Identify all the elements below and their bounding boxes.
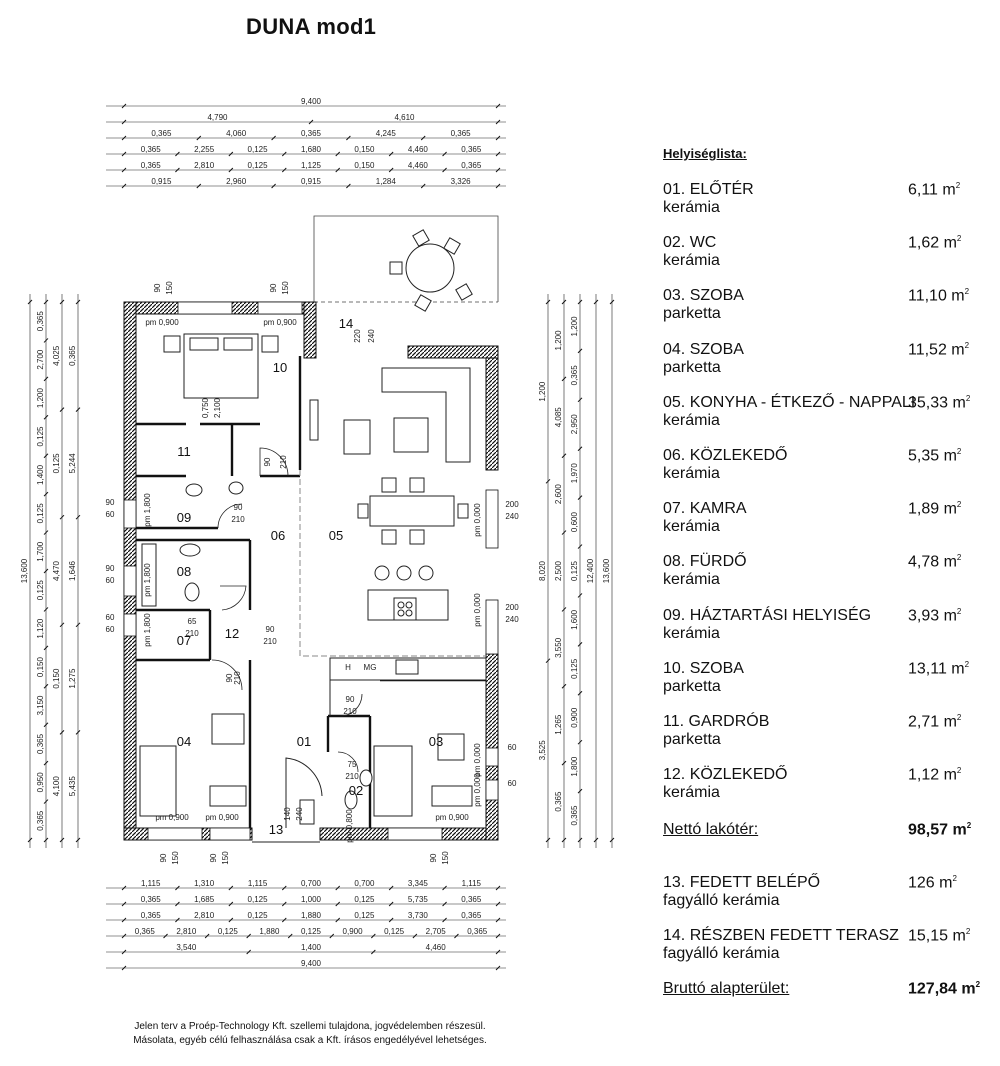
dimension-label: 4,085 <box>554 407 563 428</box>
pm-label: pm 0,000 <box>473 503 482 537</box>
room-name: 05. KONYHA - ÉTKEZŐ - NAPPALI <box>663 393 916 411</box>
dimension-label: 2,500 <box>554 560 563 582</box>
opening-label: 210 <box>263 637 277 646</box>
room-row <box>663 553 983 593</box>
room-list <box>663 146 983 183</box>
dimension-label: 13,600 <box>602 558 611 584</box>
dimension-label: 0,125 <box>36 580 45 601</box>
pm-label: pm 1,800 <box>143 493 152 527</box>
net-living-area-label: Nettó lakótér: <box>663 821 759 838</box>
dimension-label: 1,120 <box>36 618 45 639</box>
dimension-label: 0,365 <box>140 911 161 920</box>
dimension-label: 0,365 <box>461 161 482 170</box>
room-material: parketta <box>663 305 721 323</box>
gross-floor-area-value: 127,84 $m^2$ <box>908 980 981 998</box>
room-name: 09. HÁZTARTÁSI HELYISÉG <box>663 606 872 624</box>
dimension-label: 1,275 <box>68 668 77 689</box>
dimension-label: 0,125 <box>36 503 45 524</box>
dimension-label: 1,115 <box>461 879 482 888</box>
opening-label: 0,750 <box>201 397 210 419</box>
room-area: 11,10 $m^2$ <box>908 287 970 305</box>
room-row <box>663 341 983 381</box>
opening-label: 60 <box>105 510 115 519</box>
room-row <box>663 394 983 434</box>
opening-label: 210 <box>343 707 357 716</box>
room-name: 13. FEDETT BELÉPŐ <box>663 874 821 891</box>
opening-label: 220 <box>353 329 362 343</box>
dimension-label: 1,284 <box>375 177 396 186</box>
bed-10 <box>164 334 278 398</box>
room-number: 07 <box>176 633 192 648</box>
opening-label: 90 <box>209 853 218 863</box>
top-dimension-lines <box>106 97 506 188</box>
room-material: kerámia <box>663 252 720 270</box>
room-area: 11,52 $m^2$ <box>908 340 970 358</box>
dimension-label: 0,125 <box>217 927 238 936</box>
pm-label: pm 0,900 <box>205 813 239 822</box>
room-row <box>663 287 983 327</box>
opening-label: 240 <box>367 329 376 343</box>
appliance-label: MG <box>363 663 377 672</box>
dimension-label: 3,326 <box>450 177 471 186</box>
room-name: 08. FÜRDŐ <box>663 553 747 571</box>
room-name: 11. GARDRÓB <box>663 713 770 730</box>
dimension-label: 0,125 <box>247 895 268 904</box>
opening-label: 90 <box>105 498 115 507</box>
dimension-label: 0,700 <box>300 879 322 888</box>
dimension-label: 1,200 <box>36 388 45 409</box>
dimension-label: 5,435 <box>68 776 77 797</box>
dimension-label: 3,730 <box>407 911 428 920</box>
dimension-label: 0,125 <box>247 911 268 920</box>
dimension-label: 0,950 <box>36 772 45 793</box>
dimension-label: 4,460 <box>425 943 446 952</box>
dimension-label: 0,125 <box>300 927 322 936</box>
pm-label: pm 0,900 <box>145 318 179 327</box>
dimension-label: 0,125 <box>354 911 375 920</box>
dimension-label: 4,100 <box>52 776 61 797</box>
dimension-label: 3,525 <box>538 740 547 761</box>
dimension-label: 2,700 <box>36 349 45 370</box>
dimension-label: 2,810 <box>176 927 197 936</box>
dimension-label: 0,915 <box>151 177 172 186</box>
dimension-label: 3,150 <box>36 695 45 716</box>
terrace-outline <box>314 216 498 302</box>
opening-label: 210 <box>345 772 359 781</box>
room-material: kerámia <box>663 411 720 429</box>
dimension-label: 1,115 <box>247 879 268 888</box>
pm-label: pm 0,800 <box>345 809 354 843</box>
opening-label: 75 <box>347 760 357 769</box>
room-name: 03. SZOBA <box>663 287 744 305</box>
opening-label: 90 <box>429 853 438 863</box>
room-number: 08 <box>176 564 192 579</box>
room-name: 14. RÉSZBEN FEDETT TERASZ <box>663 927 899 944</box>
room-area: 126 $m^2$ <box>908 874 957 892</box>
opening-label: 150 <box>281 281 290 295</box>
room-number: 09 <box>176 510 192 525</box>
dimension-label: 1,000 <box>300 895 322 904</box>
pm-label: pm 0,900 <box>155 813 189 822</box>
dimension-label: 12,400 <box>586 558 595 584</box>
room-material: fagyálló kerámia <box>663 945 780 962</box>
dimension-label: 4,470 <box>52 560 61 582</box>
left-dimension-lines <box>20 294 80 848</box>
opening-label: 210 <box>231 515 245 524</box>
dimension-label: 1,880 <box>300 911 322 920</box>
room-number: 10 <box>272 360 288 375</box>
room-row <box>663 660 983 700</box>
room-area: 1,12 $m^2$ <box>908 766 962 784</box>
room-number: 04 <box>176 734 192 749</box>
dimension-label: 5,244 <box>68 453 77 474</box>
living-furniture <box>310 368 470 462</box>
pm-label: pm 0,000 <box>473 773 482 807</box>
dimension-label: 0,125 <box>247 145 268 154</box>
opening-label: 90 <box>153 283 162 293</box>
pm-label: pm 0,000 <box>473 593 482 627</box>
pm-label: pm 0,000 <box>473 743 482 777</box>
room-row <box>663 447 983 487</box>
pm-label: pm 1,800 <box>143 563 152 597</box>
dimension-label: 0,365 <box>134 927 155 936</box>
dimension-label: 0,365 <box>68 345 77 366</box>
dimension-label: 2,960 <box>226 177 247 186</box>
appliance-label: H <box>345 663 351 672</box>
opening-label: 90 <box>105 564 115 573</box>
opening-label: 60 <box>105 625 115 634</box>
dimension-label: 0,125 <box>384 927 405 936</box>
dimension-label: 1,685 <box>194 895 215 904</box>
room-name: 02. WC <box>663 234 717 252</box>
room-row <box>663 500 983 540</box>
dimension-label: 13,600 <box>20 558 29 584</box>
room-name: 07. KAMRA <box>663 500 747 518</box>
dimension-label: 1,310 <box>194 879 215 888</box>
room-row <box>663 607 983 647</box>
dimension-label: 9,400 <box>300 959 322 968</box>
dimension-label: 0,365 <box>570 805 579 826</box>
dimension-label: 1,600 <box>570 609 579 630</box>
dimension-label: 0,365 <box>36 810 45 831</box>
opening-label: 240 <box>505 512 519 521</box>
dimension-label: 1,200 <box>554 330 563 351</box>
room-number: 03 <box>428 734 444 749</box>
room-material: parketta <box>663 731 721 748</box>
room-number: 12 <box>224 626 240 641</box>
pm-label: pm 0,900 <box>435 813 469 822</box>
room-material: kerámia <box>663 571 720 589</box>
room-number: 06 <box>270 528 286 543</box>
bedroom-furniture <box>140 714 472 816</box>
room-area: 15,15 $m^2$ <box>908 927 971 945</box>
room-material: kerámia <box>663 199 720 216</box>
dimension-label: 0,365 <box>140 161 161 170</box>
dimension-label: 0,900 <box>570 707 579 728</box>
dimension-label: 4,025 <box>52 345 61 366</box>
opening-label: 150 <box>221 851 230 865</box>
opening-label: 60 <box>105 576 115 585</box>
room-name: 10. SZOBA <box>663 659 744 677</box>
dimension-label: 3,345 <box>407 879 428 888</box>
room-area: 13,11 $m^2$ <box>908 659 970 678</box>
dimension-label: 0,600 <box>570 512 579 533</box>
room-row <box>663 234 983 274</box>
room-material: kerámia <box>663 465 720 482</box>
dimension-label: 1,680 <box>300 145 322 154</box>
dimension-label: 4,790 <box>207 113 228 122</box>
opening-label: 65 <box>187 617 197 626</box>
room-number: 11 <box>177 444 191 459</box>
dimension-label: 0,125 <box>570 658 579 679</box>
dimension-label: 0,365 <box>554 791 563 812</box>
dimension-label: 1,115 <box>140 879 161 888</box>
opening-label: 150 <box>441 851 450 865</box>
opening-label: 90 <box>269 283 278 293</box>
dimension-label: 0,365 <box>570 365 579 386</box>
opening-label: 90 <box>233 503 243 512</box>
dimension-label: 0,150 <box>52 668 61 689</box>
dimension-label: 4,460 <box>407 145 428 154</box>
dimension-label: 4,245 <box>375 129 396 138</box>
room-area: 35,33 $m^2$ <box>908 393 971 412</box>
room-material: fagyálló kerámia <box>663 892 780 909</box>
dimension-label: 4,460 <box>407 161 428 170</box>
dimension-label: 0,700 <box>354 879 375 888</box>
dimension-label: 0,365 <box>140 895 161 904</box>
dimension-label: 2,810 <box>194 161 215 170</box>
dimension-label: 1,970 <box>570 463 579 484</box>
room-number: 13 <box>268 822 284 837</box>
dimension-label: 1,646 <box>68 560 77 582</box>
dimension-label: 1,400 <box>36 464 45 485</box>
opening-label: 240 <box>295 807 304 821</box>
entrance <box>252 758 322 842</box>
dimension-label: 1,700 <box>36 541 45 562</box>
dimension-label: 2,255 <box>194 145 215 154</box>
gross-floor-area-label: Bruttó alapterület: <box>663 980 790 997</box>
opening-label: 2,100 <box>213 397 222 419</box>
plan-title: DUNA mod1 <box>246 14 377 39</box>
dimension-label: 4,610 <box>394 113 415 122</box>
right-dimension-lines <box>538 294 614 848</box>
dimension-label: 0,125 <box>52 453 61 474</box>
room-material: kerámia <box>663 518 720 536</box>
net-living-area-value: 98,57 $m^2$ <box>908 821 972 839</box>
room-material: kerámia <box>663 784 720 802</box>
pm-label: pm 0,900 <box>263 318 297 327</box>
dimension-label: 0,365 <box>151 129 172 138</box>
room-material: parketta <box>663 358 721 376</box>
room-number: 02 <box>348 783 364 798</box>
dimension-label: 1,265 <box>554 714 563 735</box>
room-name: 04. SZOBA <box>663 340 744 358</box>
dimension-label: 0,365 <box>450 129 471 138</box>
dimension-label: 8,020 <box>538 560 547 582</box>
dimension-label: 4,060 <box>226 129 247 138</box>
room-area: 4,78 $m^2$ <box>908 553 962 571</box>
room-name: 06. KÖZLEKEDŐ <box>663 447 788 464</box>
opening-label: 90 <box>263 457 272 467</box>
room-row <box>663 766 983 806</box>
dimension-label: 0,365 <box>300 129 322 138</box>
opening-label: 150 <box>165 281 174 295</box>
dimension-label: 0,125 <box>570 560 579 582</box>
room-number: 14 <box>338 316 354 331</box>
opening-label: 200 <box>505 603 519 612</box>
pm-label: pm 1,800 <box>143 613 152 647</box>
dimension-label: 0,365 <box>467 927 488 936</box>
dimension-label: 1,880 <box>259 927 280 936</box>
dimension-label: 0,365 <box>461 895 482 904</box>
opening-label: 60 <box>105 613 115 622</box>
opening-label: 90 <box>265 625 275 634</box>
room-number: 01 <box>296 734 312 749</box>
dimension-label: 1,800 <box>570 756 579 777</box>
opening-label: 60 <box>507 779 517 788</box>
room-area: 2,71 $m^2$ <box>908 713 962 731</box>
room-material: parketta <box>663 677 721 695</box>
copyright-footer <box>60 1020 560 1048</box>
room-number: 05 <box>328 528 344 543</box>
dimension-label: 0,365 <box>461 911 482 920</box>
extra-room-row <box>663 927 983 967</box>
dimension-label: 0,915 <box>300 177 322 186</box>
room-row <box>663 181 983 221</box>
footer-line-2: Másolata, egyéb célú felhasználása csak a Kft. írásos engedélyével lehetséges. <box>133 1035 487 1046</box>
dimension-label: 0,365 <box>140 145 161 154</box>
dimension-label: 3,540 <box>176 943 197 952</box>
dimension-label: 0,125 <box>354 895 375 904</box>
dimension-label: 1,400 <box>300 943 322 952</box>
dimension-label: 0,150 <box>354 161 375 170</box>
terrace-table <box>390 230 472 311</box>
opening-label: 90 <box>159 853 168 863</box>
dimension-label: 1,200 <box>570 316 579 337</box>
dimension-label: 1,200 <box>538 381 547 402</box>
opening-label: 90 <box>345 695 355 704</box>
dimension-label: 0,365 <box>461 145 482 154</box>
dining-set <box>358 478 468 544</box>
bottom-dimension-lines <box>106 879 506 970</box>
footer-line-1: Jelen terv a Proép-Technology Kft. szellemi tulajdona, jogvédelemben részesül. <box>134 1021 486 1032</box>
opening-label: 200 <box>505 500 519 509</box>
dimension-label: 2,705 <box>425 927 446 936</box>
dimension-label: 0,900 <box>342 927 363 936</box>
dimension-label: 2,810 <box>194 911 215 920</box>
dimension-label: 0,125 <box>36 426 45 447</box>
dimension-label: 0,365 <box>36 733 45 754</box>
dimension-label: 0,365 <box>36 311 45 332</box>
room-row <box>663 713 983 753</box>
room-area: 1,62 $m^2$ <box>908 234 962 252</box>
opening-label: 240 <box>505 615 519 624</box>
room-area: 6,11 $m^2$ <box>908 181 961 199</box>
dimension-label: 0,125 <box>247 161 268 170</box>
opening-label: 150 <box>171 851 180 865</box>
opening-label: 90 <box>225 673 234 683</box>
kitchen-island <box>368 566 448 620</box>
room-name: 12. KÖZLEKEDŐ <box>663 766 788 784</box>
room-area: 1,89 $m^2$ <box>908 500 962 518</box>
room-list-heading: Helyiséglista: <box>663 146 747 161</box>
dimension-label: 0,150 <box>354 145 375 154</box>
opening-label: 210 <box>233 671 242 685</box>
dimension-label: 3,550 <box>554 637 563 658</box>
opening-label: 210 <box>185 629 199 638</box>
room-material: kerámia <box>663 624 720 642</box>
room-name: 01. ELŐTÉR <box>663 181 754 198</box>
dimension-label: 1,125 <box>300 161 322 170</box>
opening-label: 210 <box>279 455 288 469</box>
dimension-label: 9,400 <box>300 97 322 106</box>
room-area: 3,93 $m^2$ <box>908 606 962 624</box>
dimension-label: 2,950 <box>570 414 579 435</box>
dimension-label: 2,600 <box>554 484 563 505</box>
opening-label: 60 <box>507 743 517 752</box>
extra-room-row <box>663 874 983 914</box>
dimension-label: 5,735 <box>407 895 428 904</box>
room-area: 5,35 $m^2$ <box>908 447 962 465</box>
opening-label: 140 <box>283 807 292 821</box>
dimension-label: 0,150 <box>36 657 45 678</box>
